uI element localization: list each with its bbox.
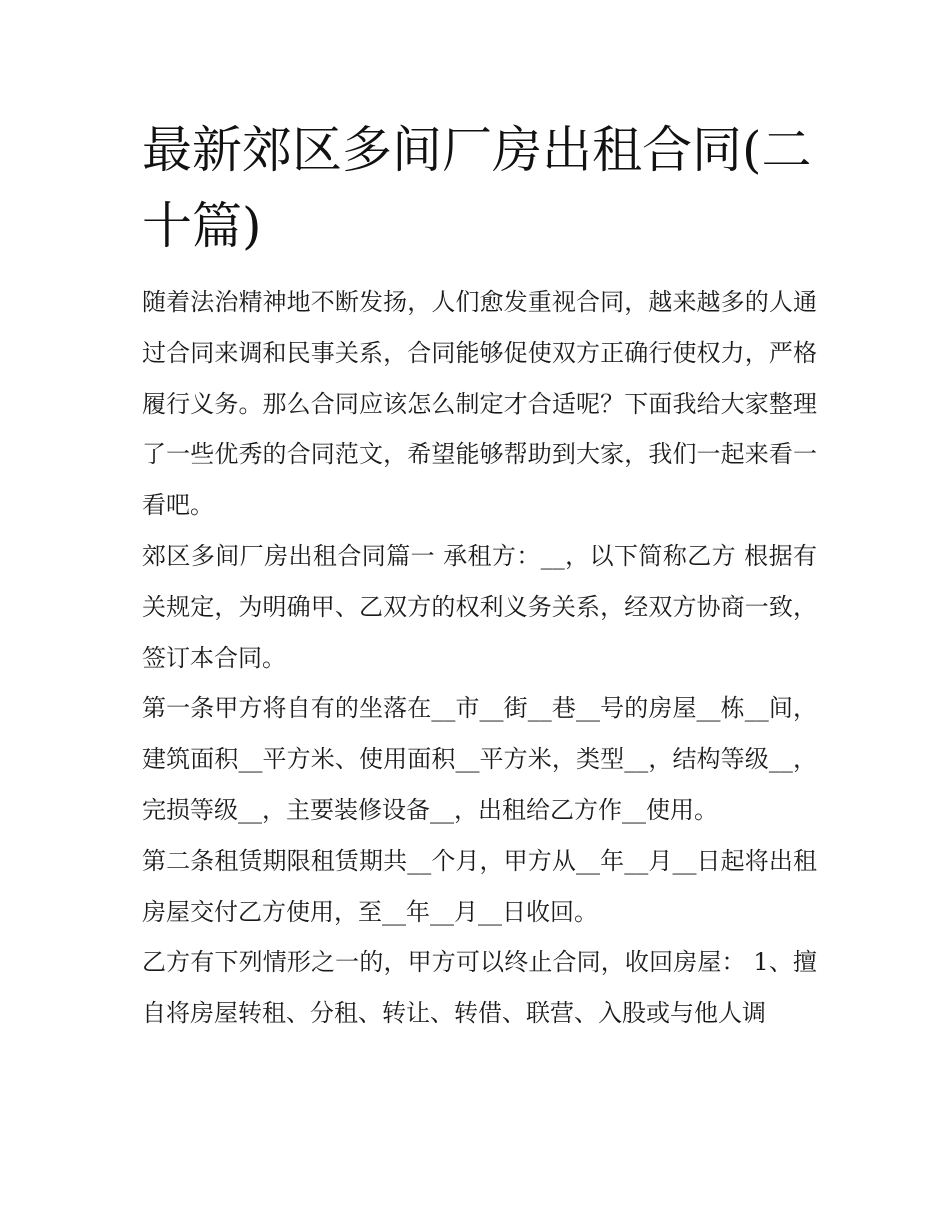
article-two-paragraph: 第二条租赁期限租赁期共__个月，甲方从__年__月__日起将出租房屋交付乙方使用，至__年__月__日收回。: [142, 846, 817, 926]
article-one-paragraph: 第一条甲方将自有的坐落在__市__街__巷__号的房屋__栋__间，建筑面积__平方米、使用面积__平方米，类型__，结构等级__，完损等级__，主要装修设备__，出租给乙方作__使用。: [142, 694, 817, 824]
contract-preamble-paragraph: 郊区多间厂房出租合同篇一 承租方：__，以下简称乙方 根据有关规定，为明确甲、乙双方的权利义务关系，经双方协商一致，签订本合同。: [142, 541, 817, 672]
document-title: 最新郊区多间厂房出租合同(二十篇): [142, 121, 812, 255]
termination-conditions-paragraph: 乙方有下列情形之一的，甲方可以终止合同，收回房屋： 1、擅自将房屋转租、分租、转让、转借、联营、入股或与他人调: [142, 948, 817, 1028]
document-body: [142, 277, 817, 1039]
intro-paragraph: 随着法治精神地不断发扬，人们愈发重视合同，越来越多的人通过合同来调和民事关系，合同能够促使双方正确行使权力，严格履行义务。那么合同应该怎么制定才合适呢？下面我给大家整理了一些优秀的合同范文，希望能够帮助到大家，我们一起来看一看吧。: [142, 288, 817, 520]
